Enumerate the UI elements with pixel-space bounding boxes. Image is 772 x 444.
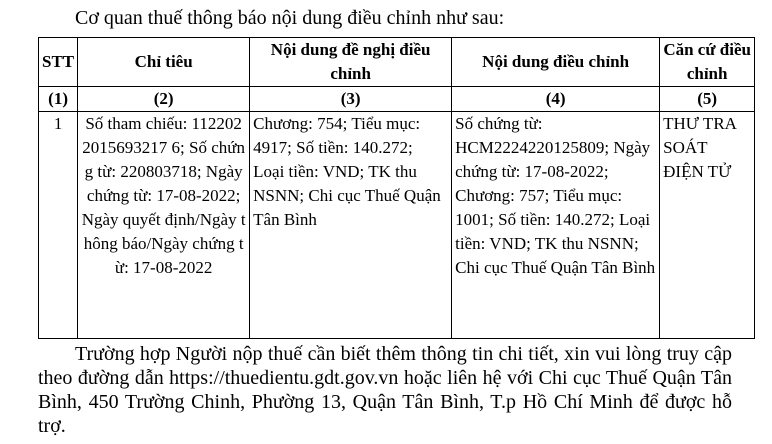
- cell-stt: 1: [39, 112, 78, 339]
- header-dieu-chinh: Nội dung điều chỉnh: [452, 38, 660, 87]
- column-number: (2): [78, 87, 250, 112]
- cell-de-nghi: Chương: 754; Tiểu mục: 4917; Số tiền: 140.272; Loại tiền: VND; TK thu NSNN; Chi cục Thuế Quận Tân Bình: [250, 112, 452, 339]
- table-header-row: [39, 38, 755, 87]
- header-de-nghi: Nội dung đề nghị điều chỉnh: [250, 38, 452, 87]
- closing-paragraph: Trường hợp Người nộp thuế cần biết thêm thông tin chi tiết, xin vui lòng truy cập theo đường dẫn https://thuedientu.gdt.gov.vn hoặc liên hệ với Chi cục Thuế Quận Tân Bình, 450 Trường Chinh, Phường 13, Quận Tân Bình, T.p Hồ Chí Minh để được hỗ trợ.: [38, 343, 732, 437]
- cell-chi-tieu: Số tham chiếu: 1122022015693217 6; Số chứng từ: 220803718; Ngày chứng từ: 17-08-2022; Ngày quyết định/Ngày thông báo/Ngày chứng từ: 17-08-2022: [78, 112, 250, 339]
- header-chi-tieu: Chỉ tiêu: [78, 38, 250, 87]
- table-row: [39, 112, 755, 339]
- cell-can-cu: THƯ TRA SOÁT ĐIỆN TỬ: [660, 112, 755, 339]
- intro-line: Cơ quan thuế thông báo nội dung điều chỉnh như sau:: [75, 7, 505, 29]
- header-can-cu: Căn cứ điều chỉnh: [660, 38, 755, 87]
- adjustment-table: [38, 37, 755, 339]
- column-number: (1): [39, 87, 78, 112]
- column-number: (3): [250, 87, 452, 112]
- cell-dieu-chinh: Số chứng từ: HCM2224220125809; Ngày chứng từ: 17-08-2022; Chương: 757; Tiểu mục: 1001; Số tiền: 140.272; Loại tiền: VND; TK thu NSNN; Chi cục Thuế Quận Tân Bình: [452, 112, 660, 339]
- cropped-previous-line: [60, 0, 180, 2]
- column-number: (4): [452, 87, 660, 112]
- header-stt: STT: [39, 38, 78, 87]
- table-column-number-row: [39, 87, 755, 112]
- column-number: (5): [660, 87, 755, 112]
